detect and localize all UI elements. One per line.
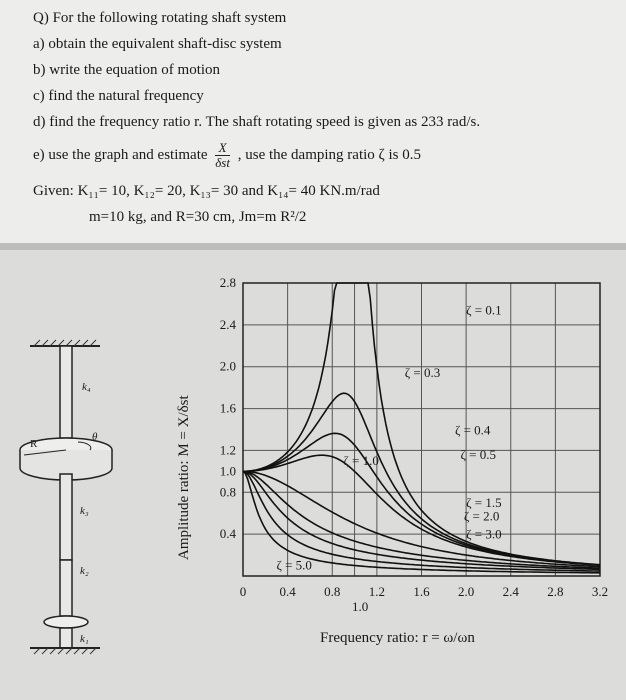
y-tick-labels	[220, 275, 237, 541]
x-tick-7: 2.8	[547, 584, 564, 599]
figure-area	[0, 250, 626, 700]
shaft-k3	[60, 474, 72, 560]
fraction-denominator: δst	[215, 155, 230, 170]
curve-label-4: ζ = 1.0	[343, 453, 379, 469]
question-intro: Q) For the following rotating shaft system	[33, 10, 287, 26]
figure-svg	[0, 250, 626, 700]
label-theta: θ	[92, 431, 98, 443]
x-axis-label: Frequency ratio: r = ω/ωn	[320, 630, 475, 646]
x-tick-3: 1.2	[368, 584, 385, 599]
amplitude-chart	[176, 275, 608, 646]
label-k2: k₂	[80, 565, 89, 577]
shaft-k1	[60, 628, 72, 648]
curve-label-5: ζ = 1.5	[466, 494, 502, 510]
question-part-d: d) find the frequency ratio r. The shaft rotating speed is given as 233 rad/s.	[33, 114, 481, 130]
y-tick-7: 2.8	[219, 275, 236, 290]
y-tick-0: 0.4	[219, 526, 236, 542]
x-tick-4: 1.6	[413, 584, 430, 599]
y-tick-4: 1.6	[219, 400, 236, 416]
chart-grid	[243, 283, 600, 576]
question-sheet	[0, 0, 626, 243]
given-values-line-2: m=10 kg, and R=30 cm, Jm=m R²/2	[89, 209, 307, 225]
x-tick-5: 2.0	[458, 584, 475, 599]
y-tick-5: 2.0	[219, 358, 236, 374]
curve-label-0: ζ = 0.1	[466, 302, 502, 318]
shaft-disc-diagram	[20, 340, 112, 654]
label-k3: k₃	[80, 505, 89, 517]
curve-label-6: ζ = 2.0	[463, 508, 500, 524]
part-e-damping: , use the damping ratio ζ is 0.5	[237, 146, 422, 163]
question-part-b: b) write the equation of motion	[33, 62, 221, 78]
y-tick-2: 1.0	[219, 463, 236, 479]
curve-label-2: ζ = 0.4	[454, 422, 491, 438]
y-tick-3: 1.2	[219, 442, 236, 458]
y-tick-1: 0.8	[219, 484, 236, 500]
question-part-a: a) obtain the equivalent shaft-disc system	[33, 36, 282, 52]
lower-disc	[44, 616, 88, 628]
label-k4: k₄	[82, 381, 91, 393]
x-tick-2: 0.8	[324, 584, 341, 599]
x-tick-1-0: 1.0	[352, 599, 369, 614]
curve-label-7: ζ = 3.0	[466, 526, 502, 542]
label-k1: k₁	[80, 633, 89, 645]
curve-label-1: ζ = 0.3	[404, 365, 441, 381]
x-tick-8: 3.2	[591, 584, 609, 599]
fraction-numerator: X	[215, 141, 230, 156]
x-tick-labels	[240, 584, 608, 599]
part-e-text: e) use the graph and estimate	[33, 146, 208, 163]
curve-label-8: ζ = 5.0	[276, 557, 312, 573]
question-part-e	[33, 141, 421, 170]
question-part-c: c) find the natural frequency	[33, 88, 204, 104]
x-tick-6: 2.4	[502, 584, 519, 599]
shaft-k2	[60, 560, 72, 616]
x-tick-1: 0.4	[279, 584, 296, 599]
curve-label-3: ζ = 0.5	[460, 446, 497, 462]
y-axis-label: Amplitude ratio: M = X/δst	[176, 395, 192, 560]
x-tick-0: 0	[239, 584, 247, 599]
label-R: R	[30, 438, 38, 450]
given-values-line-1: Given: K₁₁= 10, K₁₂= 20, K₁₃= 30 and K₁₄= 40 KN.m/rad	[33, 183, 380, 199]
amplitude-fraction	[215, 141, 230, 170]
shaft-k4	[60, 346, 72, 438]
y-tick-6: 2.4	[219, 316, 236, 332]
